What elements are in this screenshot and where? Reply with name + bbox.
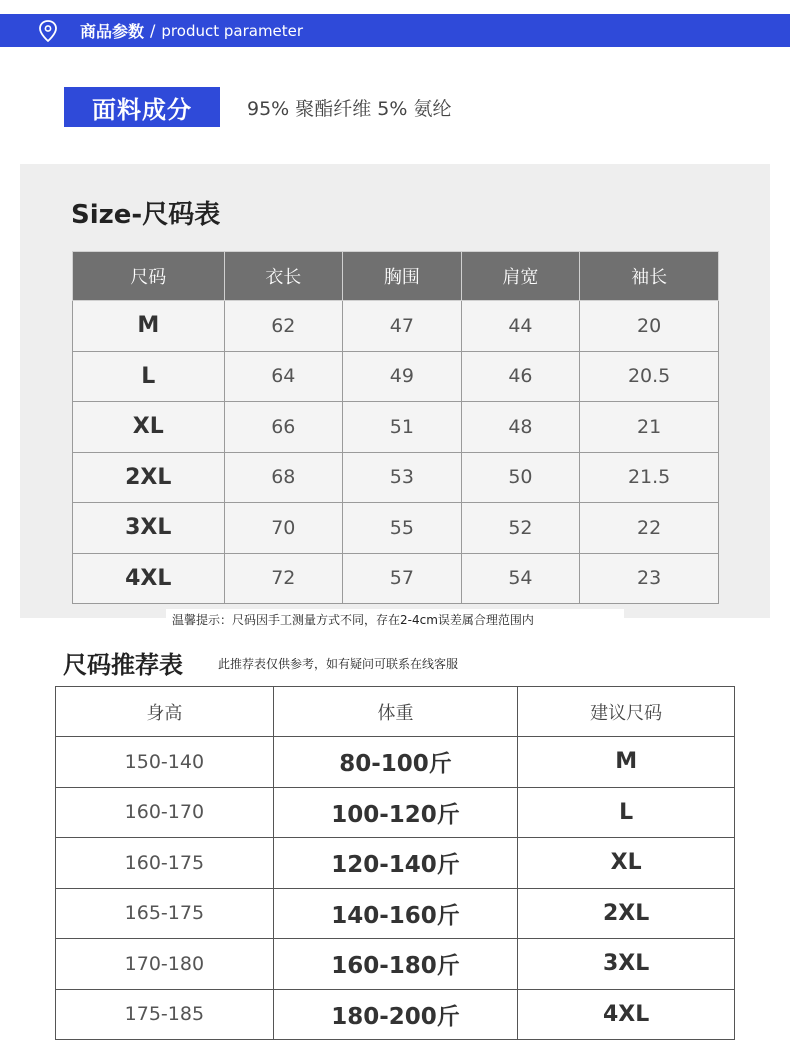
size-cell: M xyxy=(518,737,735,788)
recommend-header-row xyxy=(56,687,735,737)
height-cell: 160-175 xyxy=(56,838,274,889)
table-cell: 62 xyxy=(224,301,343,352)
header-title-en: product parameter xyxy=(161,21,304,40)
table-cell: 55 xyxy=(343,503,462,554)
weight-cell: 180-200斤 xyxy=(273,989,518,1040)
table-cell: 22 xyxy=(580,503,719,554)
size-cell: XL xyxy=(73,402,225,453)
size-cell: 2XL xyxy=(518,888,735,939)
header-separator: / xyxy=(150,21,156,40)
table-row xyxy=(73,553,719,604)
table-cell: 46 xyxy=(461,351,580,402)
height-cell: 165-175 xyxy=(56,888,274,939)
table-row xyxy=(56,838,735,889)
table-row xyxy=(56,787,735,838)
table-row xyxy=(56,737,735,788)
recommend-note: 此推荐表仅供参考，如有疑问可联系在线客服 xyxy=(218,657,459,671)
table-cell: 64 xyxy=(224,351,343,402)
header-cell: 胸围 xyxy=(343,252,462,301)
size-cell: L xyxy=(518,787,735,838)
header-cell: 体重 xyxy=(273,687,518,737)
size-cell: 4XL xyxy=(73,553,225,604)
weight-cell: 140-160斤 xyxy=(273,888,518,939)
table-cell: 53 xyxy=(343,452,462,503)
table-row xyxy=(73,503,719,554)
header-cell: 肩宽 xyxy=(461,252,580,301)
table-cell: 21 xyxy=(580,402,719,453)
header-cell: 建议尺码 xyxy=(518,687,735,737)
table-cell: 72 xyxy=(224,553,343,604)
size-cell: 4XL xyxy=(518,989,735,1040)
table-cell: 23 xyxy=(580,553,719,604)
size-cell: 2XL xyxy=(73,452,225,503)
table-row xyxy=(56,989,735,1040)
table-cell: 44 xyxy=(461,301,580,352)
fabric-label: 面料成分 xyxy=(64,87,220,127)
height-cell: 150-140 xyxy=(56,737,274,788)
table-row xyxy=(73,351,719,402)
weight-cell: 160-180斤 xyxy=(273,939,518,990)
height-cell: 170-180 xyxy=(56,939,274,990)
size-chart-table xyxy=(72,251,719,604)
table-cell: 50 xyxy=(461,452,580,503)
recommend-table xyxy=(55,686,735,1040)
table-row xyxy=(73,452,719,503)
header-cell: 衣长 xyxy=(224,252,343,301)
recommend-title: 尺码推荐表 xyxy=(63,651,183,679)
header-cell: 尺码 xyxy=(73,252,225,301)
table-cell: 21.5 xyxy=(580,452,719,503)
section-header xyxy=(0,14,790,47)
weight-cell: 120-140斤 xyxy=(273,838,518,889)
location-pin-icon xyxy=(38,20,58,42)
size-header-row xyxy=(73,252,719,301)
table-cell: 68 xyxy=(224,452,343,503)
weight-cell: 100-120斤 xyxy=(273,787,518,838)
height-cell: 160-170 xyxy=(56,787,274,838)
size-chart-title: Size-尺码表 xyxy=(71,200,221,230)
table-cell: 49 xyxy=(343,351,462,402)
header-title-cn: 商品参数 xyxy=(80,22,145,41)
table-row xyxy=(73,301,719,352)
size-cell: 3XL xyxy=(518,939,735,990)
table-cell: 51 xyxy=(343,402,462,453)
table-cell: 52 xyxy=(461,503,580,554)
header-cell: 袖长 xyxy=(580,252,719,301)
table-cell: 48 xyxy=(461,402,580,453)
table-cell: 57 xyxy=(343,553,462,604)
table-cell: 47 xyxy=(343,301,462,352)
table-row xyxy=(56,888,735,939)
size-tip: 温馨提示：尺码因手工测量方式不同，存在2-4cm误差属合理范围内 xyxy=(166,609,624,631)
size-cell: L xyxy=(73,351,225,402)
size-cell: XL xyxy=(518,838,735,889)
header-cell: 身高 xyxy=(56,687,274,737)
size-cell: 3XL xyxy=(73,503,225,554)
fabric-value: 95% 聚酯纤维 5% 氨纶 xyxy=(247,98,452,120)
size-cell: M xyxy=(73,301,225,352)
table-cell: 20 xyxy=(580,301,719,352)
table-row xyxy=(56,939,735,990)
table-row xyxy=(73,402,719,453)
table-cell: 54 xyxy=(461,553,580,604)
weight-cell: 80-100斤 xyxy=(273,737,518,788)
height-cell: 175-185 xyxy=(56,989,274,1040)
table-cell: 70 xyxy=(224,503,343,554)
table-cell: 66 xyxy=(224,402,343,453)
table-cell: 20.5 xyxy=(580,351,719,402)
